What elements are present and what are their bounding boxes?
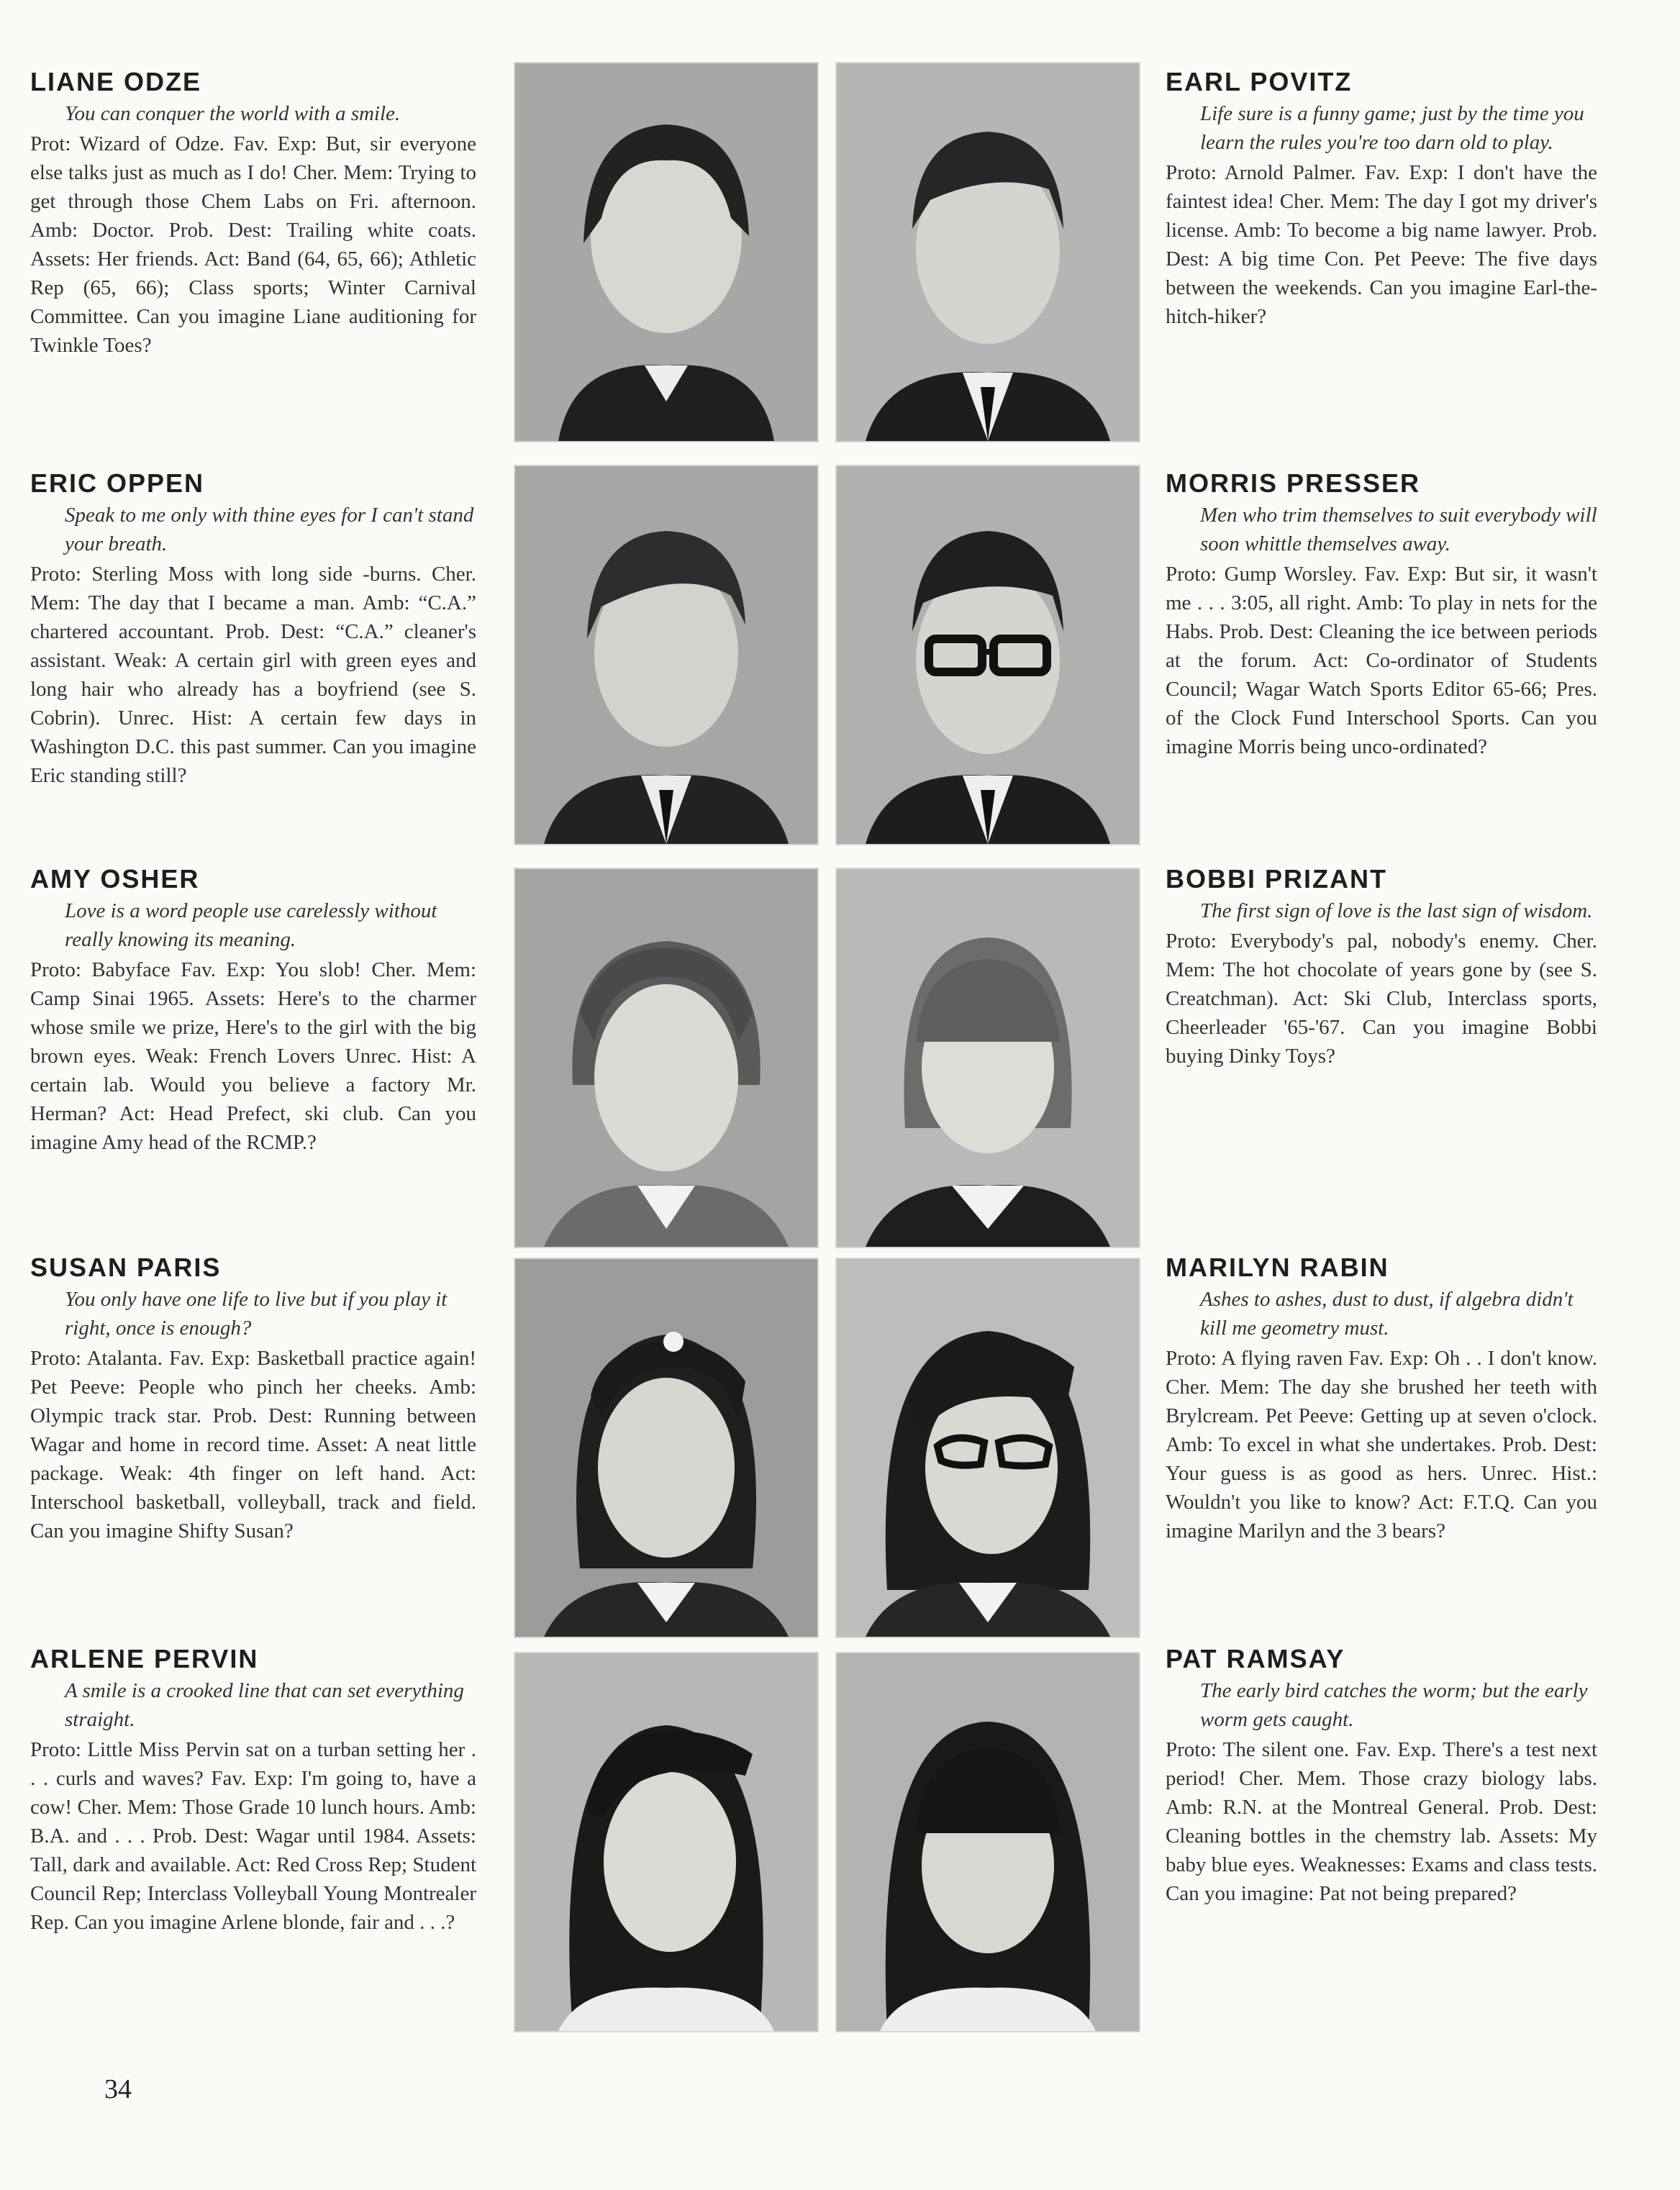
student-bio: Proto: Gump Worsley. Fav. Exp: But sir, it wasn't me . . . 3:05, all right. Amb: To play in nets for the Habs. Prob. Dest: Cleaning the ice between periods at the forum. Act: Co-ordinator of Students Council; Wagar Watch Sports Editor 65-66; Pres. of the Clock Fund Interschool Sports. Can you imagine Morris being unco-ordinated? [1166,563,1597,758]
student-quote: The early bird catches the worm; but the early worm gets caught. [1200,1679,1588,1731]
student-name: PAT RAMSAY [1166,1644,1345,1673]
page-number: 34 [104,2074,132,2104]
student-quote: The first sign of love is the last sign of wisdom. [1200,899,1593,922]
student-bio: Proto: Babyface Fav. Exp: You slob! Cher. Mem: Camp Sinai 1965. Assets: Here's to the charmer whose smile we prize, Here's to the girl with the big brown eyes. Weak: French Lovers Unrec. Hist: A certain lab. Would you believe a factory Mr. Herman? Act: Head Prefect, ski club. Can you imagine Amy head of the RCMP.? [30,958,476,1154]
portrait-photo-pat-ramsay [837,1653,1139,2031]
student-bio: Proto: The silent one. Fav. Exp. There's a test next period! Cher. Mem. Those crazy biology labs. Amb: R.N. at the Montreal General. Prob. Dest: Cleaning bottles in the chemstry lab. Assets: My baby blue eyes. Weaknesses: Exams and class tests. Can you imagine: Pat not being prepared? [1166,1738,1597,1905]
student-bio: Proto: Everybody's pal, nobody's enemy. Cher. Mem: The hot chocolate of years gone by (see S. Creatchman). Act: Ski Club, Interclass sports, Cheerleader '65-'67. Can you imagine Bobbi buying Dinky Toys? [1166,930,1597,1068]
portrait-photo-susan-paris [515,1259,817,1637]
entry-arlene-pervin [30,1643,476,1937]
portrait-photo-amy-osher [515,869,817,1247]
portrait-photo-marilyn-rabin [837,1259,1139,1637]
student-quote: You can conquer the world with a smile. [65,102,401,125]
portrait-photo-liane-odze [515,63,817,441]
student-name: MARILYN RABIN [1166,1253,1389,1282]
entry-amy-osher [30,863,476,1157]
entry-susan-paris [30,1252,476,1545]
student-quote: Men who trim themselves to suit everybody will soon whittle themselves away. [1200,504,1597,555]
student-name: MORRIS PRESSER [1166,468,1421,498]
student-bio: Proto: A flying raven Fav. Exp: Oh . . I don't know. Cher. Mem: The day she brushed her teeth with Brylcream. Pet Peeve: Getting up at seven o'clock. Amb: To excel in what she undertakes. Prob. Dest: Your guess is as good as hers. Unrec. Hist.: Wouldn't you like to know? Act: F.T.Q. Can you imagine Marilyn and the 3 bears? [1166,1347,1597,1542]
student-bio: Prot: Wizard of Odze. Fav. Exp: But, sir everyone else talks just as much as I do! Cher. Mem: Trying to get through those Chem Labs on Fri. afternoon. Amb: Doctor. Prob. Dest: Trailing white coats. Assets: Her friends. Act: Band (64, 65, 66); Athletic Rep (65, 66); Class sports; Winter Carnival Committee. Can you imagine Liane auditioning for Twinkle Toes? [30,132,476,357]
student-name: AMY OSHER [30,864,200,894]
student-name: ARLENE PERVIN [30,1644,259,1673]
student-bio: Proto: Arnold Palmer. Fav. Exp: I don't have the faintest idea! Cher. Mem: The day I got my driver's license. Amb: To become a big name lawyer. Prob. Dest: A big time Con. Pet Peeve: The five days between the weekends. Can you imagine Earl-the-hitch-hiker? [1166,161,1597,328]
student-quote: A smile is a crooked line that can set everything straight. [65,1679,464,1731]
student-name: BOBBI PRIZANT [1166,864,1387,894]
portrait-photo-bobbi-prizant [837,869,1139,1247]
portrait-photo-eric-oppen [515,466,817,844]
student-name: LIANE ODZE [30,67,202,96]
student-bio: Proto: Sterling Moss with long side -burns. Cher. Mem: The day that I became a man. Amb: “C.A.” chartered accountant. Prob. Dest: “C.A.” cleaner's assistant. Weak: A certain girl with green eyes and long hair who already has a boyfriend (see S. Cobrin). Unrec. Hist: A certain few days in Washington D.C. this past summer. Can you imagine Eric standing still? [30,563,476,787]
entry-eric-oppen [30,468,476,790]
student-name: ERIC OPPEN [30,468,205,498]
student-bio: Proto: Atalanta. Fav. Exp: Basketball practice again! Pet Peeve: People who pinch her cheeks. Amb: Olympic track star. Prob. Dest: Running between Wagar and home in record time. Asset: A neat little package. Weak: 4th finger on left hand. Act: Interschool basketball, volleyball, track and field. Can you imagine Shifty Susan? [30,1347,476,1542]
entry-bobbi-prizant [1166,863,1597,1071]
student-quote: Life sure is a funny game; just by the time you learn the rules you're too darn old to play. [1200,102,1584,154]
entry-pat-ramsay [1166,1643,1597,1908]
entry-earl-povitz [1166,66,1597,331]
entry-marilyn-rabin [1166,1252,1597,1545]
student-bio: Proto: Little Miss Pervin sat on a turban setting her . . . curls and waves? Fav. Exp: I'm going to, have a cow! Cher. Mem: Those Grade 10 lunch hours. Amb: B.A. and . . . Prob. Dest: Wagar until 1984. Assets: Tall, dark and available. Act: Red Cross Rep; Student Council Rep; Interclass Volleyball Young Montrealer Rep. Can you imagine Arlene blonde, fair and . . .? [30,1738,476,1934]
entry-liane-odze [30,66,476,360]
student-name: SUSAN PARIS [30,1253,222,1282]
student-quote: Love is a word people use carelessly without really knowing its meaning. [65,899,437,951]
portrait-photo-morris-presser [837,466,1139,844]
portrait-photo-arlene-pervin [515,1653,817,2031]
student-name: EARL POVITZ [1166,67,1353,96]
portrait-photo-earl-povitz [837,63,1139,441]
entry-morris-presser [1166,468,1597,761]
student-quote: Speak to me only with thine eyes for I can't stand your breath. [65,504,474,555]
student-quote: You only have one life to live but if you play it right, once is enough? [65,1288,448,1340]
student-quote: Ashes to ashes, dust to dust, if algebra didn't kill me geometry must. [1200,1288,1574,1340]
